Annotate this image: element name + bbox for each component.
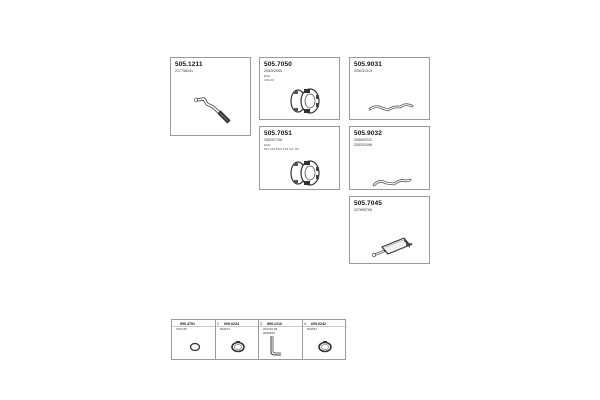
part-reference: 207895765 (354, 208, 372, 212)
part-number: 505.7045 (354, 200, 382, 207)
catalytic-converter-icon (288, 86, 322, 116)
hanger-rod-icon (267, 334, 291, 358)
accessory-index: 3 (260, 322, 262, 326)
part-note: MG 103 P&S 103 Ind. HF (264, 147, 300, 151)
part-card-505-7045[interactable] (349, 196, 430, 264)
part-card-505-1211[interactable] (170, 57, 251, 136)
part-number: 505.9032 (354, 130, 382, 137)
accessory-item[interactable] (303, 320, 347, 359)
catalytic-converter-icon (288, 158, 322, 188)
intermediate-pipe-icon (368, 100, 414, 114)
part-reference: 205031313 (354, 69, 372, 73)
part-number: 505.1211 (175, 61, 203, 68)
part-card-505-7050[interactable] (259, 57, 340, 120)
accessory-item[interactable] (216, 320, 259, 359)
part-card-505-9032[interactable] (349, 126, 430, 190)
part-reference: 205207136 (264, 138, 282, 142)
accessory-number: 590.3751 (180, 322, 195, 326)
part-number: 505.7051 (264, 130, 292, 137)
intermediate-pipe-icon (372, 175, 412, 189)
part-note: ECE (264, 143, 271, 147)
accessory-index: 4 (304, 322, 306, 326)
rear-silencer-icon (370, 235, 414, 259)
part-reference: 205992222 (354, 138, 372, 142)
part-note: ECE (264, 74, 271, 78)
part-note: 205202096 (354, 143, 372, 147)
accessory-item[interactable] (172, 320, 216, 359)
band-clamp-icon (230, 340, 246, 354)
part-reference: 205202050 (264, 69, 282, 73)
accessory-reference: 7047 83 (176, 327, 187, 331)
accessories-strip (171, 319, 346, 360)
accessory-reference: 904067 (307, 327, 318, 331)
part-note: 102-KF (264, 78, 275, 82)
part-card-505-9031[interactable] (349, 57, 430, 120)
part-reference: 217736041 (175, 69, 193, 73)
accessory-item[interactable] (259, 320, 303, 359)
accessory-reference-2: 2003494 (263, 331, 275, 335)
accessory-number: 609.0224 (224, 322, 239, 326)
ring-clamp-icon (189, 342, 201, 352)
part-number: 505.7050 (264, 61, 292, 68)
accessory-number: 609.0242 (311, 322, 326, 326)
band-clamp-icon (317, 340, 333, 354)
accessory-index: 2 (217, 322, 219, 326)
accessory-reference: 904074 (220, 327, 231, 331)
part-card-505-7051[interactable] (259, 126, 340, 190)
accessory-reference: 204740 29 (263, 327, 278, 331)
accessory-number: 599.1210 (267, 322, 282, 326)
part-number: 505.9031 (354, 61, 382, 68)
front-pipe-icon (193, 94, 233, 124)
